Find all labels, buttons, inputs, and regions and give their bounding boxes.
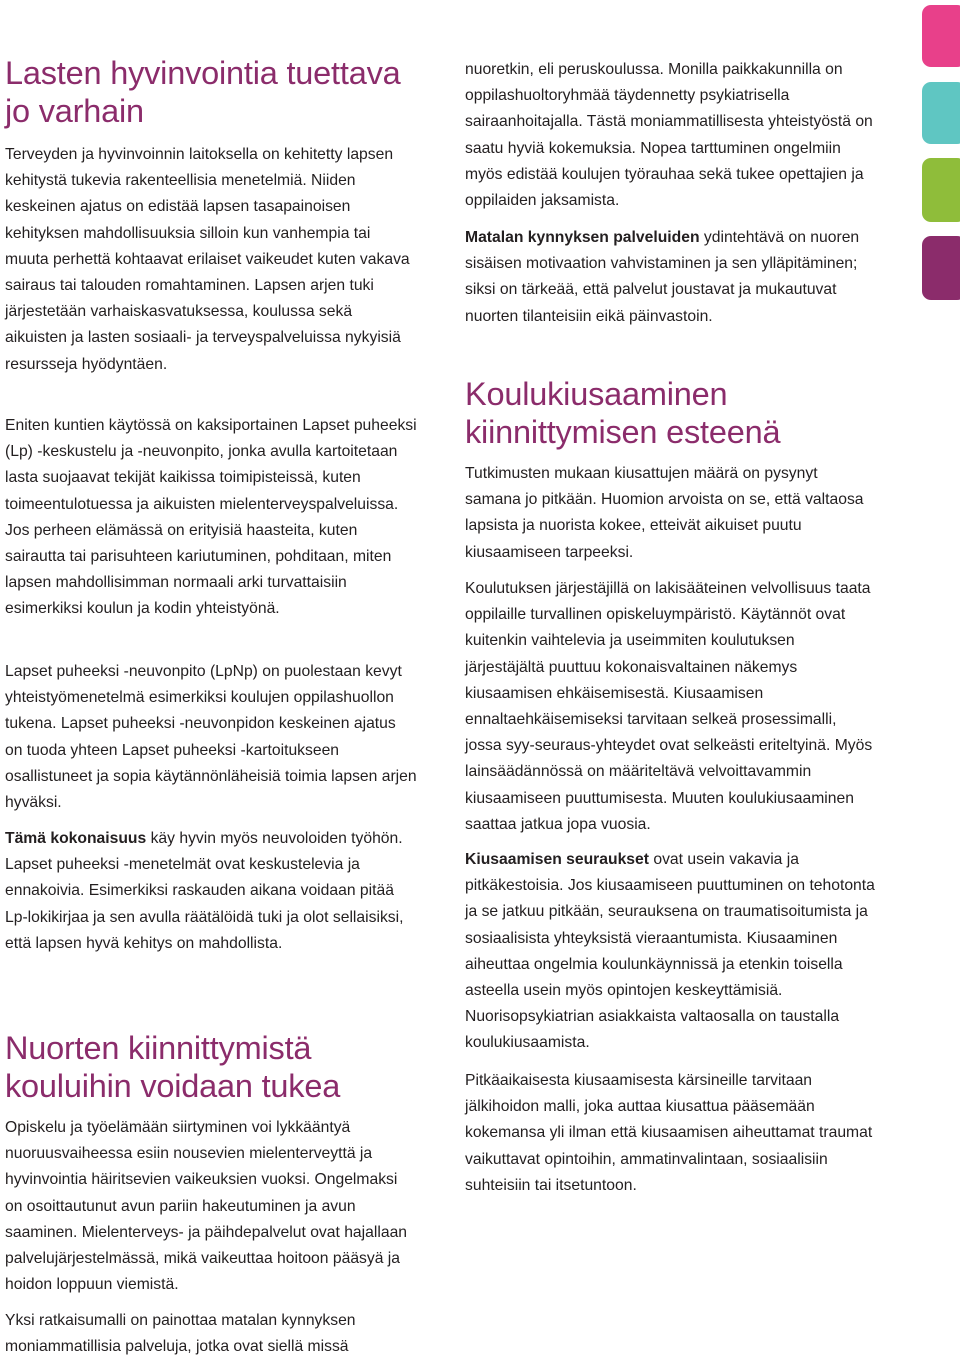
paragraph: Tutkimusten mukaan kiusattujen määrä on pysynyt samana jo pitkään. Huomion arvoista on se, että valtaosa lapsista ja nuorista kokee, etteivät aikuiset puutu kiusaamiseen tarpeeksi. bbox=[465, 465, 864, 561]
paragraph-text: käy hyvin myös neuvoloiden työhön. Lapset puheeksi -menetelmät ovat keskustelevia ja ennakoivia. Esimerkiksi raskauden aikana voidaan pitää Lp-lokikirjaa ja sen avulla räätälöidä tuki ja olot sellaisiksi, että lapsen hyvä kehitys on mahdollista. bbox=[5, 830, 404, 952]
paragraph bbox=[465, 847, 877, 1057]
green-section-tab bbox=[922, 158, 960, 222]
pink-section-tab bbox=[922, 5, 960, 67]
heading-lasten-hyvinvointia: Lasten hyvinvointia tuettava jo varhain bbox=[5, 55, 401, 129]
purple-section-tab bbox=[922, 236, 960, 300]
paragraph: Koulutuksen järjestäjillä on lakisääteinen velvollisuus taata oppilaille turvallinen opiskeluympäristö. Käytännöt ovat kuitenkin vaihtelevia ja useimmiten koulutuksen järjestäjältä puuttuu kokonaisvaltainen näkemys kiusaamisen ehkäisemisestä. Kiusaamisen ennaltaehkäisemiseksi tarvitaan selkeä prosessimalli, jossa syy-seuraus-yhteydet ovat selkeästi eriteltyinä. Myös lainsäädännössä on määriteltävä velvoittavammin kiusaamiseen puuttumisesta. Muuten koulukiusaaminen saattaa jatkua jopa vuosia. bbox=[465, 580, 873, 833]
paragraph: Pitkäaikaisesta kiusaamisesta kärsineille tarvitaan jälkihoidon malli, joka auttaa kiusattua pääsemään kokemansa yli ilman että kiusaamisen aiheuttamat traumat vaikuttavat opintoihin, ammatinvalintaan, sosiaalisiin suhteisiin tai itsetuntoon. bbox=[465, 1072, 873, 1194]
paragraph bbox=[465, 225, 875, 330]
heading-nuorten-kiinnittymista: Nuorten kiinnittymistä kouluihin voidaan tukea bbox=[5, 1030, 341, 1104]
paragraph: Lapset puheeksi -neuvonpito (LpNp) on puolestaan kevyt yhteistyömenetelmä esimerkiksi koulujen oppilashuollon tukena. Lapset puheeksi -neuvonpidon keskeinen ajatus on tuoda yhteen Lapset puheeksi -kartoitukseen osallistuneet ja sopia käytännönläheisiä toimia lapsen arjen hyväksi. bbox=[5, 663, 417, 812]
paragraph: Yksi ratkaisumalli on painottaa matalan kynnyksen moniammatillisia palveluja, jotka ovat siellä missä bbox=[5, 1312, 356, 1356]
bold-lead: Matalan kynnyksen palveluiden bbox=[465, 229, 700, 246]
heading-koulukiusaaminen: Koulukiusaaminen kiinnittymisen esteenä bbox=[465, 376, 781, 450]
teal-section-tab bbox=[922, 82, 960, 144]
bold-lead: Kiusaamisen seuraukset bbox=[465, 851, 649, 868]
paragraph-text: ydintehtävä on nuoren sisäisen motivaation vahvistaminen ja sen ylläpitäminen; siksi on tärkeää, että palvelut joustavat ja mukautuvat nuorten tilanteisiin eikä päinvastoin. bbox=[465, 229, 860, 325]
paragraph: Terveyden ja hyvinvoinnin laitoksella on kehitetty lapsen kehitystä tukevia rakenteellisia menetelmiä. Niiden keskeinen ajatus on edistää lapsen tasapainoisen kehityksen mahdollisuuksia silloin kun vanhempia tai muuta perhettä kohtaavat erilaiset vaikeudet kuten vakava sairaus tai talouden romahtaminen. Lapsen arjen tuki järjestetään varhaiskasvatuksessa, koulussa sekä aikuisten ja lasten sosiaali- ja terveyspalveluissa nykyisiä resursseja hyödyntäen. bbox=[5, 146, 410, 373]
paragraph: Opiskelu ja työelämään siirtyminen voi lykkääntyä nuoruusvaiheessa esiin nousevien mielenterveyttä ja hyvinvointia häiritsevien vaikeuksien vuoksi. Ongelmaksi on osoittautunut avun pariin hakeutuminen ja avun saaminen. Mielenterveys- ja päihdepalvelut ovat hajallaan palvelujärjestelmässä, mikä vaikeuttaa hoitoon pääsyä ja hoidon loppuun viemistä. bbox=[5, 1119, 408, 1294]
paragraph: Eniten kuntien käytössä on kaksiportainen Lapset puheeksi (Lp) -keskustelu ja -neuvonpito, jonka avulla kartoitetaan lasta suojaavat tekijät kaikissa toimipisteissä, kuten toimeentulotuessa ja aikuisten mielenterveyspalveluissa. Jos perheen elämässä on erityisiä haasteita, kuten sairautta tai parisuhteen kariutuminen, pohditaan, miten lapsen mahdollisimman normaali arki turvattaisiin esimerkiksi koulun ja kodin yhteistyönä. bbox=[5, 417, 417, 618]
paragraph-text: ovat usein vakavia ja pitkäkestoisia. Jos kiusaamiseen puuttuminen on tehotonta ja se jatkuu pitkään, seurauksena on traumatisoitumista ja sosiaalisista yhteyksistä vieraantumista. Kiusaaminen aiheuttaa ongelmia koulunkäynnissä ja etenkin toisella asteella usein myös opintojen keskeyttämisiä. Nuorisopsykiatrian asiakkaista valtaosalla on taustalla koulukiusaamista. bbox=[465, 851, 875, 1052]
bold-lead: Tämä kokonaisuus bbox=[5, 830, 147, 847]
paragraph: nuoretkin, eli peruskoulussa. Monilla paikkakunnilla on oppilashuoltoryhmää täydennetty psykiatrisella sairaanhoitajalla. Tästä moniammatillisesta yhteistyöstä on saatu hyviä kokemuksia. Nopea tarttuminen ongelmiin myös edistää koulujen työrauhaa sekä tukee opettajien ja oppilaiden jaksamista. bbox=[465, 61, 873, 210]
paragraph bbox=[5, 826, 415, 957]
